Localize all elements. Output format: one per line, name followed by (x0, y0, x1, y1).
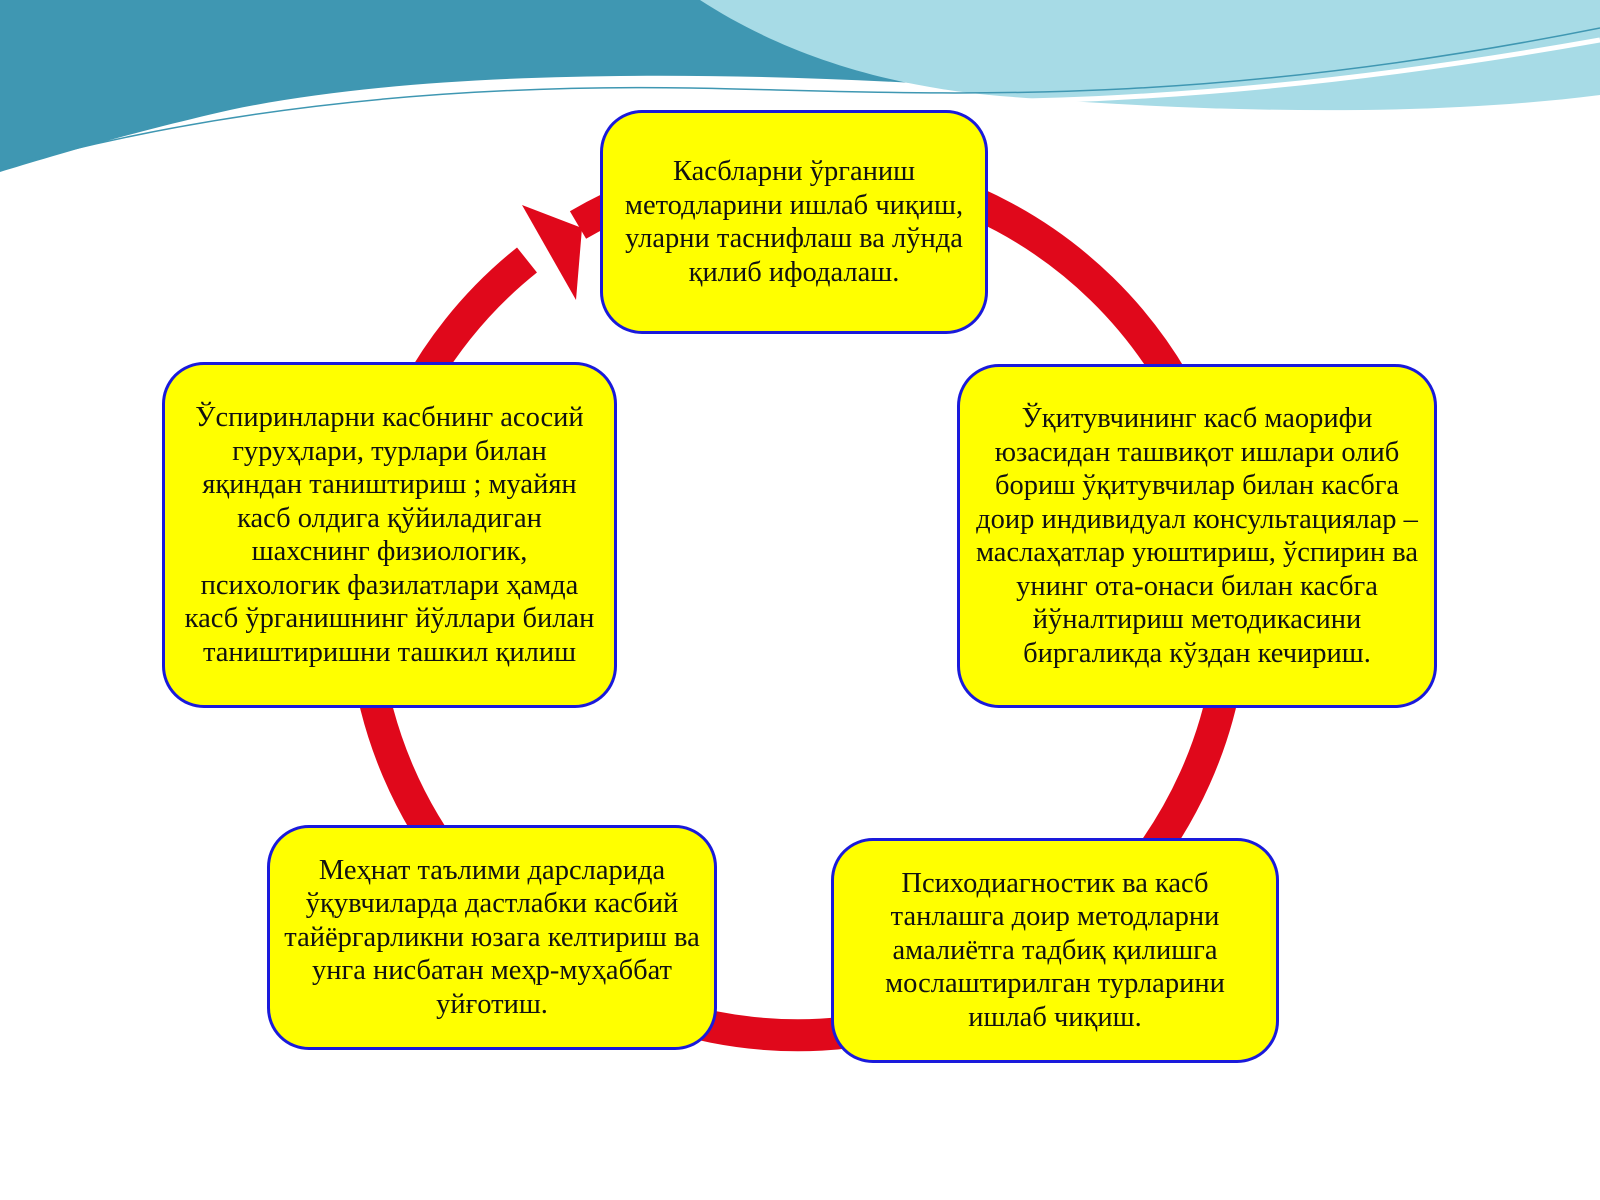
cycle-step-bottom-left-text: Меҳнат таълими дарсларида ўқувчиларда дастлабки касбий тайёргарликни юзага келтириш ва унга нисбатан меҳр-муҳаббат уйғотиш. (284, 854, 700, 1020)
cycle-arrowhead (522, 205, 582, 300)
cycle-step-right-text: Ўқитувчининг касб маорифи юзасидан ташвиқот ишлари олиб бориш ўқитувчилар билан касбга доир индивидуал консультациялар – маслаҳатлар уюштириш, ўспирин ва унинг ота-онаси билан касбга йўналтириш методикасини биргаликда кўздан кечириш. (975, 403, 1419, 669)
cycle-step-bottom-right-text: Психодиагностик ва касб танлашга доир методларни амалиётга тадбиқ қилишга мослаштирилган турларини ишлаб чиқиш. (885, 867, 1225, 1033)
cycle-step-top (600, 110, 988, 334)
cycle-step-right (957, 364, 1437, 708)
cycle-step-top-text: Касбларни ўрганиш методларини ишлаб чиқиш, уларни таснифлаш ва лўнда қилиб ифодалаш. (624, 156, 964, 288)
cycle-step-bottom-left (267, 825, 717, 1050)
cycle-step-bottom-right (831, 838, 1279, 1063)
cycle-step-left-text: Ўспиринларни касбнинг асосий гуруҳлари, турлари билан яқиндан таништириш ; муайян касб олдига қўйиладиган шахснинг физиологик, психологик фазилатлари ҳамда касб ўрганишнинг йўллари билан таништиришни ташкил қилиш (184, 402, 595, 668)
cycle-step-left (162, 362, 617, 708)
